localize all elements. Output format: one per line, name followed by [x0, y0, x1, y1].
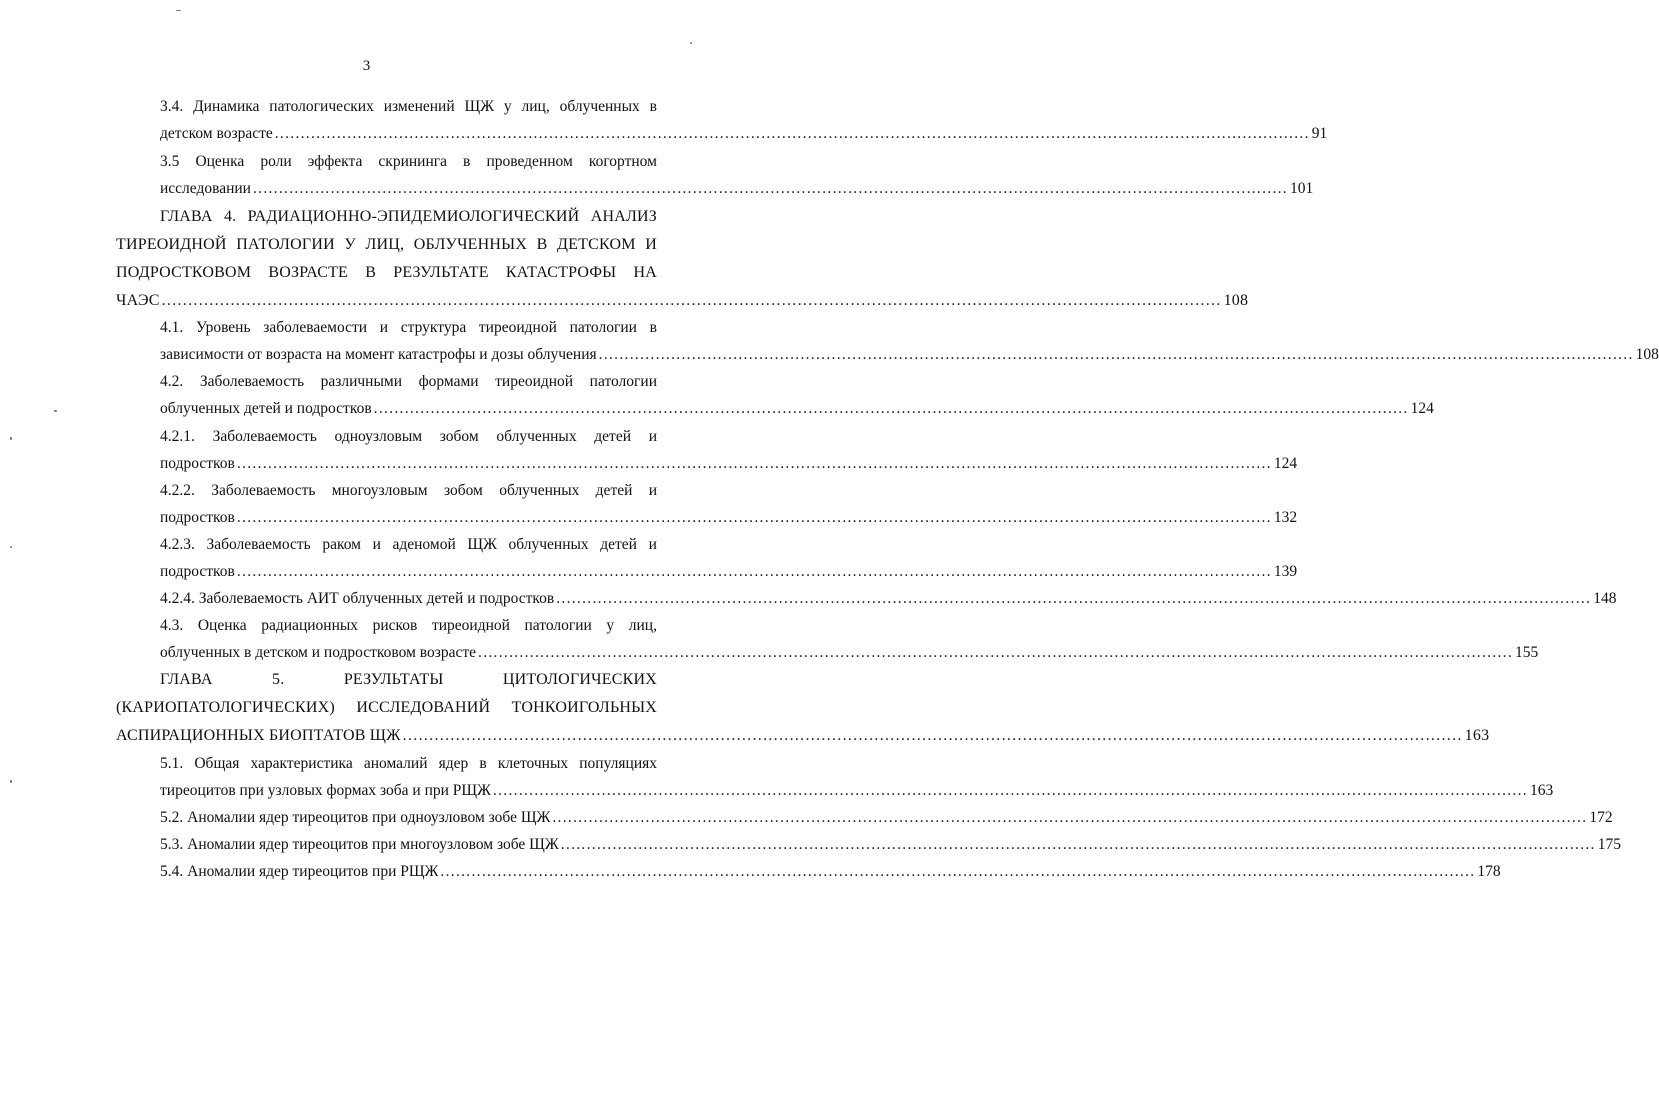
- toc-leader-dots: ........................................................................................................................................................................................................: [552, 809, 1588, 826]
- toc-word: детей: [600, 536, 637, 553]
- toc-word: патологических: [269, 98, 374, 115]
- toc-word: В: [365, 264, 377, 281]
- toc-chapter-5-line1: [160, 670, 657, 690]
- toc-word: аденомой: [392, 536, 456, 553]
- toc-word: ПОДРОСТКОВОМ: [116, 264, 252, 281]
- toc-word: ГЛАВА: [160, 208, 213, 225]
- toc-word: ядер: [438, 755, 469, 772]
- toc-chapter-4-line2: [116, 235, 657, 255]
- toc-word: Оценка: [195, 153, 245, 170]
- toc-leader-dots: ........................................................................................................................................................................................................: [161, 292, 1222, 309]
- toc-word: изменений: [383, 98, 455, 115]
- toc-word: облученных: [508, 536, 589, 553]
- scan-speck: [690, 42, 692, 44]
- toc-word: клеточных: [497, 755, 569, 772]
- toc-entry-3-4-line2: [160, 124, 1328, 144]
- scan-speck: [54, 410, 57, 412]
- toc-entry-text: АСПИРАЦИОННЫХ БИОПТАТОВ ЩЖ: [116, 727, 401, 744]
- toc-entry-text: 5.4. Аномалии ядер тиреоцитов при РЩЖ: [160, 863, 439, 880]
- toc-word: ЩЖ: [464, 98, 495, 115]
- toc-leader-dots: ........................................................................................................................................................................................................: [236, 455, 1272, 472]
- toc-word: НА: [633, 264, 657, 281]
- toc-leader-dots: ........................................................................................................................................................................................................: [478, 644, 1514, 661]
- toc-page-ref: 155: [1515, 644, 1539, 661]
- toc-entry-text: облученных в детском и подростковом возрасте: [160, 644, 477, 661]
- toc-page-ref: 163: [1464, 727, 1490, 744]
- toc-chapter-4-line3: [116, 263, 657, 283]
- toc-word: ЩЖ: [467, 536, 497, 553]
- toc-leader-dots: ........................................................................................................................................................................................................: [252, 180, 1288, 197]
- toc-entry-4-2-1-line2: [160, 454, 1298, 474]
- toc-entry-5-1-line2: [160, 781, 1554, 801]
- toc-word: 3.4.: [160, 98, 184, 115]
- toc-chapter-5-line2: [116, 698, 657, 718]
- toc-entry-text: подростков: [160, 563, 235, 580]
- toc-word: структура: [400, 319, 467, 336]
- toc-word: РЕЗУЛЬТАТЫ: [343, 671, 444, 688]
- toc-word: РАДИАЦИОННО-ЭПИДЕМИОЛОГИЧЕСКИЙ: [247, 208, 580, 225]
- toc-word: популяциях: [579, 755, 657, 772]
- toc-word: В: [536, 236, 548, 253]
- toc-entry-4-3-line1: [160, 616, 657, 636]
- toc-word: и: [648, 536, 657, 553]
- toc-word: тиреоидной: [478, 319, 557, 336]
- toc-chapter-4-line1: [160, 207, 657, 227]
- toc-word: и: [379, 319, 389, 336]
- toc-entry-3-4-line1: [160, 97, 657, 117]
- toc-word: Оценка: [197, 617, 247, 634]
- toc-word: 3.5: [160, 153, 180, 170]
- toc-word: ЛИЦ,: [365, 236, 405, 253]
- toc-entry-4-1-line1: [160, 318, 657, 338]
- toc-word: ДЕТСКОМ: [557, 236, 636, 253]
- toc-entry-4-2-2-line1: [160, 481, 657, 501]
- toc-entry-3-5-line1: [160, 152, 657, 172]
- toc-entry-text: подростков: [160, 509, 235, 526]
- toc-entry-4-3-line2: [160, 643, 1539, 663]
- toc-word: ГЛАВА: [160, 671, 213, 688]
- toc-word: 4.3.: [160, 617, 184, 634]
- toc-word: 4.2.2.: [160, 482, 195, 499]
- toc-word: Заболеваемость: [206, 536, 311, 553]
- scan-speck: [176, 10, 181, 11]
- toc-word: зобом: [443, 482, 483, 499]
- toc-leader-dots: ........................................................................................................................................................................................................: [236, 563, 1272, 580]
- toc-word: 4.2.1.: [160, 428, 195, 445]
- toc-entry-text: детском возрасте: [160, 125, 273, 142]
- toc-word: патологии: [589, 373, 657, 390]
- toc-entry-4-2-2-line2: [160, 508, 1298, 528]
- toc-entry-4-2-4: [160, 589, 1617, 609]
- toc-word: ТИРЕОИДНОЙ: [116, 236, 227, 253]
- toc-word: радиационных: [261, 617, 359, 634]
- toc-word: и: [648, 482, 657, 499]
- toc-leader-dots: ........................................................................................................................................................................................................: [556, 590, 1592, 607]
- toc-word: патологии: [524, 617, 592, 634]
- toc-word: характеристика: [250, 755, 353, 772]
- toc-page-ref: 139: [1273, 563, 1298, 580]
- toc-entry-3-5-line2: [160, 179, 1314, 199]
- toc-word: ОБЛУЧЕННЫХ: [413, 236, 528, 253]
- toc-entry-5-2: [160, 808, 1613, 828]
- toc-word: лиц,: [628, 617, 657, 634]
- toc-word: аномалий: [363, 755, 428, 772]
- toc-word: У: [344, 236, 356, 253]
- toc-entry-text: 4.2.4. Заболеваемость АИТ облученных детей и подростков: [160, 590, 555, 607]
- toc-leader-dots: ........................................................................................................................................................................................................: [440, 863, 1476, 880]
- toc-word: (КАРИОПАТОЛОГИЧЕСКИХ): [116, 699, 335, 716]
- toc-entry-4-1-line2: [160, 345, 1659, 365]
- toc-leader-dots: ........................................................................................................................................................................................................: [402, 727, 1463, 744]
- toc-word: 4.1.: [160, 319, 184, 336]
- toc-page-ref: 101: [1289, 180, 1314, 197]
- toc-word: облученных: [496, 428, 577, 445]
- toc-word: в: [649, 98, 657, 115]
- toc-page-ref: 172: [1589, 809, 1613, 826]
- toc-leader-dots: ........................................................................................................................................................................................................: [274, 125, 1310, 142]
- toc-entry-5-4: [160, 862, 1501, 882]
- toc-word: ЦИТОЛОГИЧЕСКИХ: [502, 671, 657, 688]
- toc-page-ref: 148: [1593, 590, 1617, 607]
- toc-entry-4-2-1-line1: [160, 427, 657, 447]
- toc-word: Динамика: [193, 98, 260, 115]
- toc-word: у: [503, 98, 512, 115]
- toc-chapter-5-line3: [116, 726, 1490, 746]
- toc-page-ref: 108: [1223, 292, 1249, 309]
- toc-word: проведенном: [486, 153, 573, 170]
- toc-word: в: [479, 755, 487, 772]
- toc-word: рисков: [372, 617, 418, 634]
- toc-leader-dots: ........................................................................................................................................................................................................: [236, 509, 1272, 526]
- toc-word: 5.1.: [160, 755, 184, 772]
- toc-word: тиреоидной: [431, 617, 510, 634]
- scan-speck: [10, 546, 12, 548]
- toc-page-ref: 178: [1477, 863, 1501, 880]
- toc-word: формами: [418, 373, 479, 390]
- toc-leader-dots: ........................................................................................................................................................................................................: [373, 400, 1409, 417]
- toc-word: одноузловым: [334, 428, 423, 445]
- toc-word: когортном: [588, 153, 657, 170]
- toc-entry-text: тиреоцитов при узловых формах зоба и при РЩЖ: [160, 782, 491, 799]
- toc-word: различными: [320, 373, 402, 390]
- toc-word: в: [463, 153, 471, 170]
- toc-word: облученных: [499, 482, 580, 499]
- toc-word: тиреоидной: [495, 373, 574, 390]
- toc-entry-5-1-line1: [160, 754, 657, 774]
- toc-word: раком: [322, 536, 361, 553]
- toc-word: Уровень: [195, 319, 251, 336]
- toc-leader-dots: ........................................................................................................................................................................................................: [560, 836, 1596, 853]
- toc-leader-dots: ........................................................................................................................................................................................................: [598, 346, 1634, 363]
- toc-word: и: [372, 536, 381, 553]
- toc-word: ВОЗРАСТЕ: [268, 264, 349, 281]
- toc-entry-text: 5.2. Аномалии ядер тиреоцитов при одноузловом зобе ЩЖ: [160, 809, 551, 826]
- toc-word: эффекта: [307, 153, 363, 170]
- toc-entry-5-3: [160, 835, 1621, 855]
- toc-chapter-4-line4: [116, 291, 1249, 311]
- scan-speck: [10, 780, 12, 783]
- toc-word: Заболеваемость: [211, 482, 316, 499]
- toc-entry-text: подростков: [160, 455, 235, 472]
- toc-word: детей: [594, 428, 631, 445]
- toc-word: КАТАСТРОФЫ: [505, 264, 617, 281]
- toc-page-ref: 132: [1273, 509, 1298, 526]
- toc-word: облученных: [559, 98, 640, 115]
- toc-word: заболеваемости: [263, 319, 368, 336]
- toc-word: Общая: [194, 755, 240, 772]
- toc-word: Заболеваемость: [212, 428, 317, 445]
- toc-word: многоузловым: [331, 482, 428, 499]
- toc-entry-text: исследовании: [160, 180, 251, 197]
- toc-entry-text: 5.3. Аномалии ядер тиреоцитов при многоузловом зобе ЩЖ: [160, 836, 559, 853]
- toc-word: РЕЗУЛЬТАТЕ: [393, 264, 489, 281]
- toc-word: ТОНКОИГОЛЬНЫХ: [511, 699, 657, 716]
- toc-page-ref: 124: [1410, 400, 1434, 417]
- toc-word: у: [606, 617, 615, 634]
- toc-word: скрининга: [378, 153, 447, 170]
- toc-word: патологии: [569, 319, 637, 336]
- toc-page-ref: 124: [1273, 455, 1298, 472]
- toc-page-ref: 163: [1529, 782, 1554, 799]
- toc-word: АНАЛИЗ: [590, 208, 657, 225]
- toc-word: в: [649, 319, 657, 336]
- toc-page-ref: 108: [1635, 346, 1659, 363]
- toc-word: лиц,: [521, 98, 550, 115]
- toc-word: роли: [260, 153, 292, 170]
- toc-leader-dots: ........................................................................................................................................................................................................: [492, 782, 1528, 799]
- toc-entry-4-2-3-line2: [160, 562, 1298, 582]
- toc-entry-4-2-3-line1: [160, 535, 657, 555]
- toc-word: 4.2.3.: [160, 536, 195, 553]
- toc-entry-text: облученных детей и подростков: [160, 400, 372, 417]
- toc-word: 4.2.: [160, 373, 184, 390]
- toc-word: ИССЛЕДОВАНИЙ: [356, 699, 491, 716]
- toc-entry-text: зависимости от возраста на момент катастрофы и дозы облучения: [160, 346, 597, 363]
- toc-word: детей: [595, 482, 633, 499]
- toc-entry-4-2-line1: [160, 372, 657, 392]
- toc-word: и: [648, 428, 657, 445]
- page-number: 3: [362, 58, 371, 74]
- toc-page-ref: 91: [1311, 125, 1328, 142]
- toc-entry-text: ЧАЭС: [116, 292, 160, 309]
- toc-page-ref: 175: [1597, 836, 1621, 853]
- scan-speck: [10, 437, 12, 440]
- toc-entry-4-2-line2: [160, 399, 1434, 419]
- toc-word: 4.: [223, 208, 237, 225]
- toc-word: 5.: [272, 671, 285, 688]
- toc-word: Заболеваемость: [199, 373, 305, 390]
- toc-word: зобом: [439, 428, 479, 445]
- toc-word: ПАТОЛОГИИ: [236, 236, 335, 253]
- toc-word: И: [645, 236, 657, 253]
